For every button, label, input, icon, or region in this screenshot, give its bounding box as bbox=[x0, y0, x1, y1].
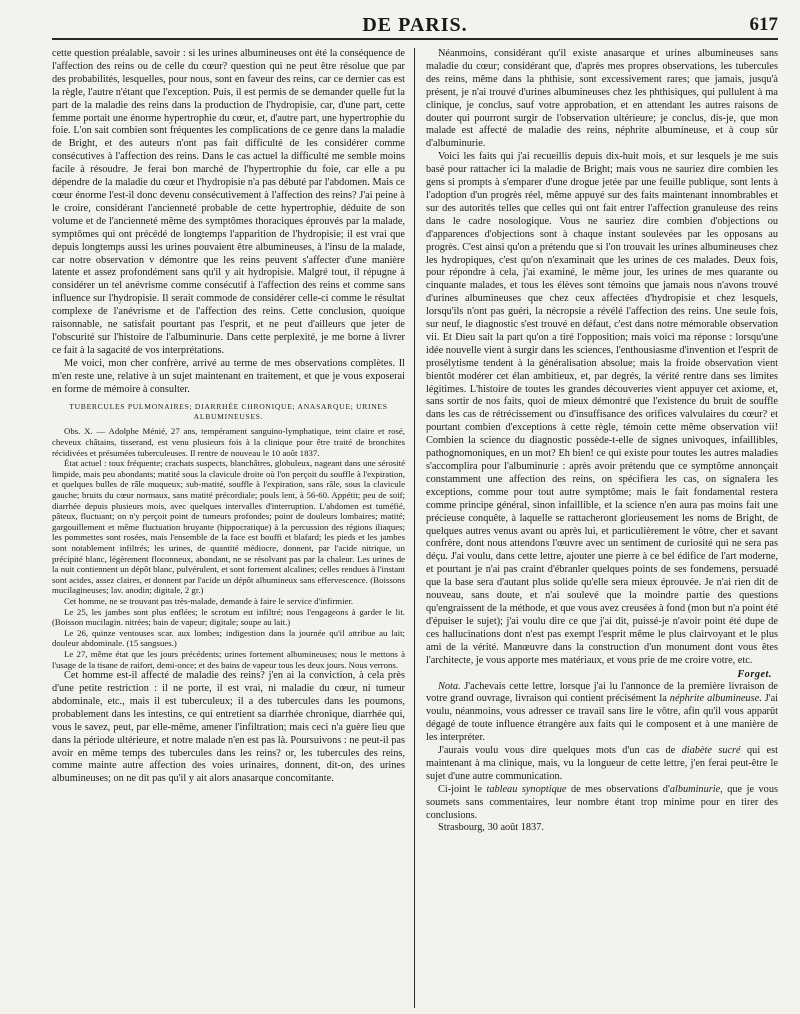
table-text-b: de mes observations d' bbox=[570, 783, 670, 795]
dateline: Strasbourg, 30 août 1837. bbox=[438, 822, 544, 834]
left-paragraph-3: Cet homme est-il affecté de maladie des reins? j'en ai la conviction, à cela près d'une petite restriction : il ne porte, il est vrai, ni maladie du cœur, ni tumeur abdominale, etc., mais il est tuberculeux; il a des tubercules dans les poumons, probablement dans les intestins, ce qui entretient sa diarrhée chronique, diarrhée qui, vous le savez, peut, par elle-même, amener l'infiltration; mais ceci n'a guère lieu que dans la période ultérieure, et notre malade n'en est pas là. Poursuivons : ne peut-il pas avoir en même temps des tubercules dans les reins? or, les tubercules des reins, comme mainte autre affection des voies urinaires, donnent, dit-on, des urines albumineuses; on ne dit pas qu'il y ait alors anasarque concomitante. bbox=[52, 670, 405, 785]
note-rest: . J'ai voulu, néanmoins, vous adresser ce travail sans lire le vôtre, afin qu'il vous apparût dégagé de toute influence étrangère aux faits qui le composent et à une manière de les interpréter. bbox=[426, 693, 778, 744]
table-emphasis: tableau synoptique bbox=[486, 783, 567, 795]
observation-note: Cet homme, ne se trouvant pas très-malade, demande à faire le service d'infirmier. bbox=[64, 595, 354, 606]
right-paragraph-2: Voici les faits qui j'ai recueillis depuis dix-huit mois, et sur lesquels je me suis basé pour rattacher ici la maladie de Bright; mais vous ne sauriez dire combien les gens si prompts à s'emparer d'une drogue jetée par une feuille publique, sont lents à l'adoption d'un progrès réel, même appuyé sur des faits maintenant innombrables et sur des autorités telles que celles qui ont fait entrer l'affection granuleuse des reins dans le cadre nosologique. Vous ne sauriez dire combien d'objections ou d'apparences d'objections sont à chaque instant soulevées par les opposans au progrès. C'est ainsi qu'on a prétendu que si l'on trouvait les urines albumineuses chez les hydropiques, c'est qu'on n'examinait que les urines de ces malades. Deux fois, pour répondre à cela, j'ai examiné, le même jour, les urines de mes quarante ou cinquante malades, et tous les élèves sont témoins que jamais nous n'avons trouvé d'urines albumineuses que chez ceux affectées d'hydropisie et chez lesquels, lorsqu'ils n'ont pas guéri, la nécropsie a révélé l'affection des reins. Une seule fois, sur neuf, le diagnostic s'est trouvé en défaut, c'est dans notre mémorable observation vii. Et Dieu sait la part qu'on a tiré l'opposition; mais voici ma réponse : lorsqu'une idée nouvelle vient à surgir dans les sciences, l'enthousiasme d'invention et l'esprit de prosélytisme tendent à la généralisation absolue; mais la froide observation vient bientôt modérer cet élan ambitieux, et, par degrés, la vérité rentre dans ses limites légitimes. L'histoire de toutes les grandes découvertes vient appuyer cet axiome, et, sans sortir de nos faits, quoi de mieux démontré que l'existence du bruit de souffle dans les cas de rétrécissement ou d'insuffisance des orifices valvulaires du cœur? et pourtant combien d'exceptions à cette règle, témoin cette même observation vii! Combien la science du diagnostic possède-t-elle de signes univoques, infaillibles, pathognomoniques, en un mot? Eh bien! ce qui existe pour toutes les autres maladies s'accomplira pour l'albuminurie : après avoir prétendu que ce symptôme annonçait constamment une affection des reins, on spécifiera les cas, on signalera les exceptions, comme pour tout autre symptôme; mais le fait fondamental restera comme principe général, sinon infaillible, et la science n'en aura pas moins fait une précieuse conquête, à laquelle se rattacheront glorieusement les noms de Bright, de quelques autres venus avant ou après lui, et particulièrement le vôtre, cher et savant confrère, dont nous attendons l'œuvre avec un sentiment de curiosité qui ne sera pas déçu. J'ai voulu, dans cette lettre, ajouter une pierre à ce bel édifice de l'art moderne, et pourtant je n'ai pas craint d'ébranler quelques points de ses fondemens, persuadé que la base sera d'autant plus solide qu'elle sera mieux éprouvée. Je n'ai rien dit de nouveau, sans doute, et n'ai soulevé que la moindre partie des questions qu'engraissent de la méthode, et que vous avez creusées à fond (mon but n'a point été d'épuiser le sujet); j'ai voulu dire ce que j'ai dit, puissé-je n'avoir point été dupe de ces hallucinations dont n'est pas exempt l'esprit même le plus clairvoyant et le plus ami de la vérité. Manœuvre dans la construction d'un monument dont vous êtes l'architecte, je vous apporte mes matériaux, et vous prie de me croire votre, etc. bbox=[426, 151, 778, 666]
observation-intro: Obs. X. — Adolphe Ménié, 27 ans, tempérament sanguino-lymphatique, teint claire et rosé, cheveux châtains, tisserand, est venu plusieurs fois à la clinique pour être traité de bronchites récidivées et présumées tuberculeuses. Il rentre de nouveau le 10 août 1837. bbox=[52, 426, 405, 458]
diabetes-paragraph bbox=[426, 745, 778, 784]
diabetes-text-b: qui est maintenant à ma clinique, mais, vu la longueur de cette lettre, j'en ferai peut-être le sujet d'une autre communication. bbox=[426, 745, 778, 782]
two-column-body bbox=[52, 48, 778, 1008]
table-text-c: , que je vous soumets sans commentaires, leur nombre étant trop minime pour en tirer des conclusions. bbox=[426, 783, 778, 821]
right-column bbox=[415, 48, 778, 1008]
author-signature: Forget. bbox=[737, 668, 772, 680]
table-text-a: Ci-joint le bbox=[438, 783, 482, 795]
observation-day-26: Le 26, quinze ventouses scar. aux lombes; indigestion dans la journée qu'il attribue au lait; douleur abdominale. (15 sangsues.) bbox=[52, 627, 405, 649]
note-text: J'achevais cette lettre, lorsque j'ai lu l'annonce de la première livraison de votre grand ouvrage, livraison qui contient précisément la bbox=[426, 680, 778, 705]
diabetes-text-a: J'aurais voulu vous dire quelques mots d'un cas de bbox=[438, 745, 676, 757]
table-emphasis-2: albuminurie bbox=[669, 783, 721, 795]
left-paragraph-2: Me voici, mon cher confrère, arrivé au terme de mes observations complètes. Il m'en reste une, relative à un sujet maintenant en traitement, et que je vous exposerai en forme de mémoire à consulter. bbox=[52, 357, 405, 395]
section-heading: TUBERCULES PULMONAIRES; DIARRHÉE CHRONIQUE; ANASARQUE; URINES ALBUMINEUSES. bbox=[69, 402, 388, 422]
left-column bbox=[52, 48, 415, 1008]
note-paragraph bbox=[426, 681, 778, 746]
observation-day-25: Le 25, les jambes sont plus enflées; le scrotum est infiltré; nous l'engageons à garder le lit. (Boisson mucilagin. nitrées; bain de vapeur; digitale; soupe au lait.) bbox=[52, 606, 405, 628]
diabetes-emphasis: diabète sucré bbox=[681, 745, 741, 757]
page-number: 617 bbox=[749, 14, 778, 35]
note-emphasis: néphrite albumineuse bbox=[669, 693, 760, 705]
observation-day-27: Le 27, même état que les jours précédents; urines fortement albumineuses; nous le mettons à l'usage de la tisane de raifort, demi-once; et des bains de vapeur tous les deux jours. Nous verrons. bbox=[52, 648, 405, 670]
page-title: DE PARIS. bbox=[362, 14, 468, 36]
running-header bbox=[52, 0, 778, 40]
observation-state: État actuel : toux fréquente; crachats suspects, blanchâtres, globuleux, nageant dans une sérosité limpide, mais peu abondants; matité sous la clavicule droite où l'on perçoit du souffle à l'expiration, et quelques bulles de râle muqueux; sub-matité, souffle à l'expiration, sans râle, sous la clavicule gauche; bruits du cœur normaux, sans matité précordiale; pouls lent, à 56-60. Appétit; peu de soif; diarrhée depuis plusieurs mois, avec quelques intervalles d'interruption. L'abdomen est tuméfié, pâteux, fluctuant; on n'y perçoit point de tumeurs profondes; point de douleurs lombaires; matité; gargouillement et même fluctuation bruyante (hippocratique) à la percussion des régions iliaques; les pommettes sont rosées, mais l'ensemble de la face est bouffi et blafard; les pieds et les jambes sont notablement infiltrés; les urines, de quantité médiocre, donnent, par l'acide nitrique, un précipité blanc, légèrement floconneux, abondant, ne se résolvant pas par la chaleur. Les urines de la nuit contiennent un dépôt blanc, pulvérulent, et sont fortement alcalines; celles rendues à l'instant sont acides, assez claires, et donnent par l'acide un dépôt albumineux sans effervescence. (Boissons mucilagineuses; lav. anodin; digitale, 2 gr.) bbox=[52, 458, 405, 596]
right-paragraph-1: Néanmoins, considérant qu'il existe anasarque et urines albumineuses sans maladie du cœur; considérant que, d'après mes propres observations, les tubercules des reins, même dans la phthisie, sont excessivement rares; que jamais, jusqu'à présent, je n'ai trouvé d'urines albumineuses chez les phthisiques, qui pullulent à ma clinique, je conclus, sauf votre approbation, et en attendant les autres raisons de douter qui pourront surgir de l'observation ultérieure; je conclus, dis-je, que mon malade est affecté de maladie des reins, néphrite albumineuse, et à coup sûr d'albuminurie. bbox=[426, 48, 778, 150]
note-label: Nota. bbox=[438, 680, 461, 692]
table-paragraph bbox=[426, 784, 778, 823]
left-paragraph-1: cette question préalable, savoir : si les urines albumineuses ont été la conséquence de l'affection des reins ou de celle du cœur? question qui ne peut être résolue que par des probabilités, lesquelles, pour nous, sont en faveur des reins, car ce dernier cas est la règle, l'autre n'étant que l'exception. Puis, il est permis de se demander quelle fut la part de la maladie des reins dans la production de l'hydropisie, car, d'une part, cette femme portait une énorme hypertrophie du cœur, et, d'autre part, une hypertrophie du foie. L'on sait combien sont fréquentes les complications de ce genre dans la maladie de Bright, et des auteurs n'ont pas fait difficulté de les considérer comme consécutives à l'affection des reins. Dans le cas actuel la difficulté me semble moins facile à résoudre. Je ferai bon marché de l'hypertrophie du foie, car elle a pu dépendre de la maladie du cœur et l'hydropisie n'a pas débuté par l'abdomen. Mais ce cœur énorme l'est-il donc devenu consécutivement à l'affection des reins? J'ai peine à le croire, considérant l'ancienneté probable de cette hypertrophie, déduite de son volume et de l'ancienneté même des symptômes thoraciques éprouvés par la malade, symptômes qui ont précédé de longtemps l'apparition de l'hydropisie; il est vrai que depuis longtemps aussi les urines pouvaient être albumineuses, à l'insu de la malade, car notre observation v démontre que les reins peuvent s'affecter d'une manière latente et assez profondément sans qu'il y ait hydropisie. Malgré tout, il répugne à considérer un tel anévrisme comme consécutif à l'affection des reins et comme sans influence sur l'hydropisie. Il serait commode de considérer celle-ci comme le résultat complexe de l'anévrisme et de l'affection des reins. Cette conclusion, quoique raisonnable, ne satisfait pourtant pas l'esprit, et ne peut d'ailleurs que jeter de l'obscurité sur l'histoire de l'albuminurie. Dans cette perplexité, je me borne à livrer ce fait à la sagacité de vos interprétations. bbox=[52, 48, 405, 356]
